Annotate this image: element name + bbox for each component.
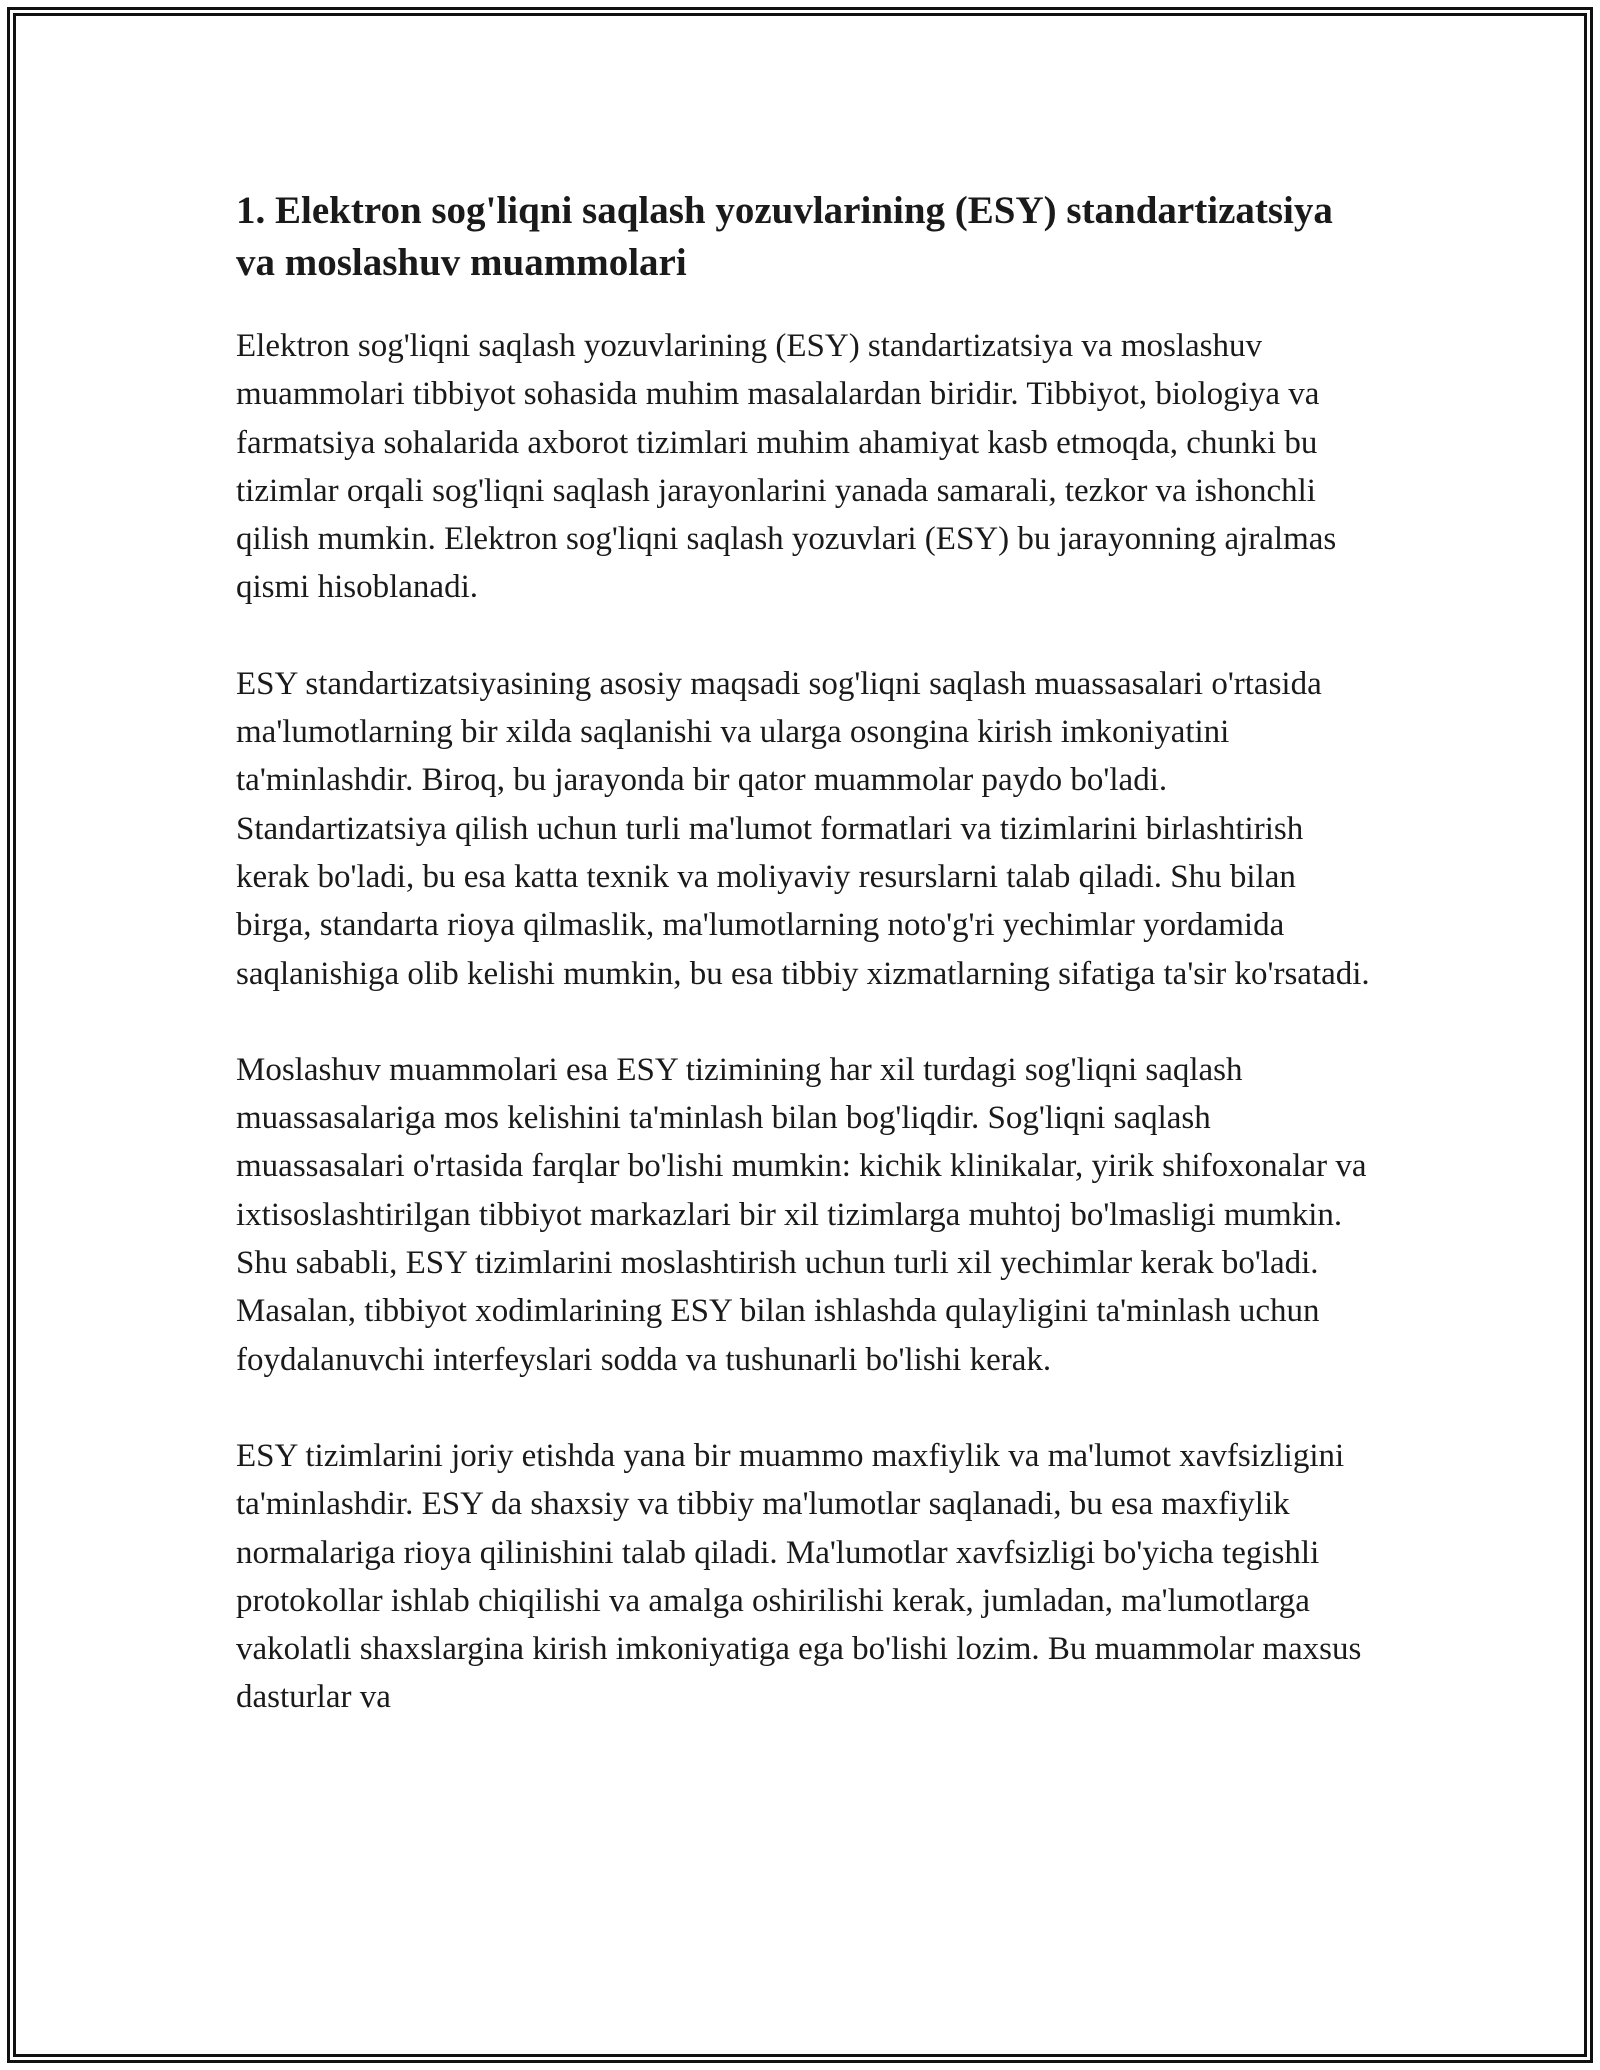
section-heading: 1. Elektron sog'liqni saqlash yozuvlarining (ESY) standartizatsiya va moslashuv muammolari — [236, 189, 1333, 284]
paragraph-security: ESY tizimlarini joriy etishda yana bir muammo maxfiylik va ma'lumot xavfsizligini ta'minlashdir. ESY da shaxsiy va tibbiy ma'lumotlar saqlanadi, bu esa maxfiylik normalariga rioya qilinishini talab qiladi. Ma'lumotlar xavfsizligi bo'yicha tegishli protokollar ishlab chiqilishi va amalga oshirilishi kerak, jumladan, ma'lumotlarga vakolatli shaxslargina kirish imkoniyatiga ega bo'lishi lozim. Bu muammolar maxsus dasturlar va — [236, 1437, 1362, 1716]
paragraph-adaptation: Moslashuv muammolari esa ESY tizimining har xil turdagi sog'liqni saqlash muassasalariga mos kelishini ta'minlash bilan bog'liqdir. Sog'liqni saqlash muassasalari o'rtasida farqlar bo'lishi mumkin: kichik klinikalar, yirik shifoxonalar va ixtisoslashtirilgan tibbiyot markazlari bir xil tizimlarga muhtoj bo'lmasligi mumkin. Shu sababli, ESY tizimlarini moslashtirish uchun turli xil yechimlar kerak bo'ladi. Masalan, tibbiyot xodimlarining ESY bilan ishlashda qulayligini ta'minlash uchun foydalanuvchi interfeyslari sodda va tushunarli bo'lishi kerak. — [236, 1051, 1367, 1378]
paragraph-standardization: ESY standartizatsiyasining asosiy maqsadi sog'liqni saqlash muassasalari o'rtasida ma'lumotlarning bir xilda saqlanishi va ularga osongina kirish imkoniyatini ta'minlashdir. Biroq, bu jarayonda bir qator muammolar paydo bo'ladi. Standartizatsiya qilish uchun turli ma'lumot formatlari va tizimlarini birlashtirish kerak bo'ladi, bu esa katta texnik va moliyaviy resurslarni talab qiladi. Shu bilan birga, standarta rioya qilmaslik, ma'lumotlarning noto'g'ri yechimlar yordamida saqlanishiga olib kelishi mumkin, bu esa tibbiy xizmatlarning sifatiga ta'sir ko'rsatadi. — [236, 665, 1370, 992]
paragraph-intro: Elektron sog'liqni saqlash yozuvlarining (ESY) standartizatsiya va moslashuv muammolari tibbiyot sohasida muhim masalalardan biridir. Tibbiyot, biologiya va farmatsiya sohalarida axborot tizimlari muhim ahamiyat kasb etmoqda, chunki bu tizimlar orqali sog'liqni saqlash jarayonlarini yanada samarali, tezkor va ishonchli qilish mumkin. Elektron sog'liqni saqlash yozuvlari (ESY) bu jarayonning ajralmas qismi hisoblanadi. — [236, 328, 1337, 606]
document-body — [236, 185, 1376, 1770]
